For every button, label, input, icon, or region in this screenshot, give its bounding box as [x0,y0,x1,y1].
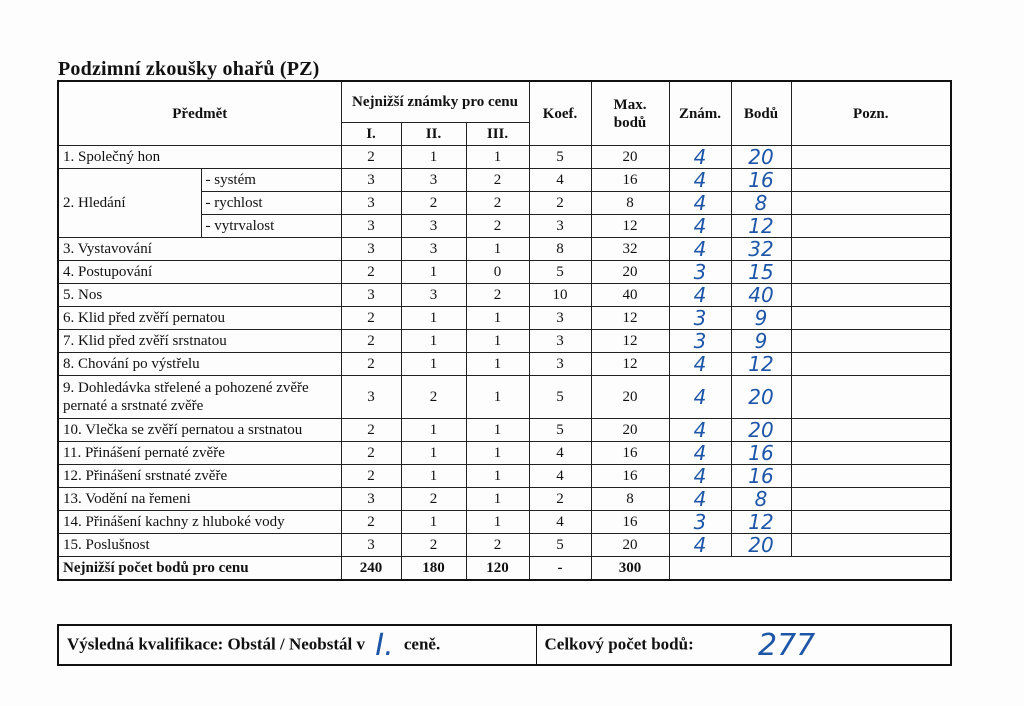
cell-grade-handwritten: 3 [669,330,731,353]
table-row [58,261,951,284]
cell-cat1: 2 [341,511,401,534]
cell-points-handwritten: 20 [731,146,791,169]
cell-max: 16 [591,511,669,534]
cell-cat2: 1 [401,353,466,376]
cell-note [791,511,951,534]
cell-points-handwritten: 12 [731,511,791,534]
table-row [58,419,951,442]
cell-coef: 4 [529,169,591,192]
cell-max: 12 [591,307,669,330]
cell-cat3: 2 [466,169,529,192]
cell-coef: 4 [529,442,591,465]
cell-coef: 5 [529,376,591,419]
cell-cat1: 2 [341,146,401,169]
cell-note [791,284,951,307]
cell-cat1: 3 [341,238,401,261]
total-cat2: 180 [401,557,466,581]
cell-grade-handwritten: 4 [669,146,731,169]
cell-grade-handwritten: 3 [669,261,731,284]
cell-cat1: 3 [341,534,401,557]
cell-grade-handwritten: 4 [669,465,731,488]
cell-points-handwritten: 16 [731,169,791,192]
table-row [58,511,951,534]
cell-points-handwritten: 16 [731,442,791,465]
cell-max: 8 [591,192,669,215]
table-row [58,376,951,419]
row-label: 1. Společný hon [58,146,341,169]
total-handwritten: 277 [757,627,816,663]
cell-cat1: 2 [341,307,401,330]
cell-cat2: 1 [401,442,466,465]
cell-points-handwritten: 15 [731,261,791,284]
cell-max: 12 [591,330,669,353]
cell-cat3: 2 [466,215,529,238]
cell-grade-handwritten: 4 [669,376,731,419]
cell-note [791,442,951,465]
cell-points-handwritten: 40 [731,284,791,307]
cell-max: 16 [591,169,669,192]
cell-grade-handwritten: 4 [669,353,731,376]
cell-note [791,192,951,215]
table-row [58,284,951,307]
row-label: 7. Klid před zvěří srstnatou [58,330,341,353]
cell-cat1: 2 [341,442,401,465]
cell-cat3: 0 [466,261,529,284]
row-label: 12. Přinášení srstnaté zvěře [58,465,341,488]
cell-coef: 5 [529,534,591,557]
row-label: 11. Přinášení pernaté zvěře [58,442,341,465]
cell-cat1: 2 [341,419,401,442]
header-grade: Znám. [669,81,731,146]
cell-cat3: 1 [466,376,529,419]
cell-cat3: 1 [466,146,529,169]
row-label: 15. Poslušnost [58,534,341,557]
cell-coef: 8 [529,238,591,261]
cell-cat3: 2 [466,192,529,215]
cell-cat3: 1 [466,238,529,261]
cell-grade-handwritten: 4 [669,192,731,215]
cell-cat2: 1 [401,261,466,284]
cell-cat3: 1 [466,353,529,376]
cell-note [791,169,951,192]
row-label: 4. Postupování [58,261,341,284]
row-label: - rychlost [201,192,341,215]
cell-points-handwritten: 20 [731,419,791,442]
cell-cat1: 3 [341,192,401,215]
cell-points-handwritten: 9 [731,330,791,353]
cell-cat2: 1 [401,307,466,330]
cell-note [791,330,951,353]
cell-coef: 4 [529,511,591,534]
cell-note [791,146,951,169]
cell-grade-handwritten: 3 [669,511,731,534]
cell-note [791,215,951,238]
cell-max: 16 [591,465,669,488]
row-label: 10. Vlečka se zvěří pernatou a srstnatou [58,419,341,442]
cell-points-handwritten: 12 [731,215,791,238]
row-label: 5. Nos [58,284,341,307]
totals-label: Nejnižší počet bodů pro cenu [58,557,341,581]
cell-max: 32 [591,238,669,261]
cell-cat1: 3 [341,488,401,511]
cell-max: 12 [591,353,669,376]
cell-note [791,419,951,442]
totals-row [58,557,951,581]
cell-points-handwritten: 20 [731,376,791,419]
table-row [58,488,951,511]
cell-cat1: 3 [341,376,401,419]
cell-note [791,238,951,261]
cell-cat2: 3 [401,284,466,307]
table-row [58,534,951,557]
cell-coef: 2 [529,192,591,215]
row-label: 9. Dohledávka střelené a pohozené zvěře pernaté a srstnaté zvěře [58,376,341,419]
cell-coef: 3 [529,307,591,330]
header-cat2: II. [401,123,466,146]
cell-coef: 10 [529,284,591,307]
cell-coef: 3 [529,215,591,238]
row-label: 13. Vodění na řemeni [58,488,341,511]
cell-cat2: 1 [401,465,466,488]
qualification-cell [58,625,536,665]
cell-cat2: 3 [401,169,466,192]
cell-cat3: 2 [466,534,529,557]
cell-points-handwritten: 8 [731,488,791,511]
row-label: 3. Vystavování [58,238,341,261]
row-label: 6. Klid před zvěří pernatou [58,307,341,330]
footer-table [57,624,952,666]
header-points: Bodů [731,81,791,146]
cell-points-handwritten: 32 [731,238,791,261]
cell-note [791,488,951,511]
cell-max: 12 [591,215,669,238]
cell-grade-handwritten: 4 [669,534,731,557]
cell-grade-handwritten: 4 [669,488,731,511]
cell-max: 16 [591,442,669,465]
cell-note [791,376,951,419]
cell-max: 20 [591,419,669,442]
cell-cat3: 1 [466,330,529,353]
table-row [58,465,951,488]
table-row [58,169,951,192]
cell-cat3: 1 [466,488,529,511]
table-row [58,307,951,330]
row-label: 8. Chování po výstřelu [58,353,341,376]
row-label: - systém [201,169,341,192]
cell-cat3: 1 [466,465,529,488]
cell-cat2: 3 [401,215,466,238]
page-title: Podzimní zkoušky ohařů (PZ) [58,58,320,80]
scoring-table [57,80,952,581]
cell-grade-handwritten: 4 [669,284,731,307]
cell-coef: 2 [529,488,591,511]
cell-coef: 3 [529,330,591,353]
total-cat1: 240 [341,557,401,581]
cell-max: 20 [591,534,669,557]
cell-coef: 4 [529,465,591,488]
cell-grade-handwritten: 4 [669,419,731,442]
header-subject: Předmět [58,81,341,146]
cell-cat2: 2 [401,192,466,215]
cell-grade-handwritten: 4 [669,238,731,261]
cell-grade-handwritten: 4 [669,442,731,465]
total-cat3: 120 [466,557,529,581]
table-row [58,330,951,353]
total-max: 300 [591,557,669,581]
cell-max: 20 [591,376,669,419]
cell-grade-handwritten: 4 [669,169,731,192]
total-coef: - [529,557,591,581]
cell-cat3: 1 [466,419,529,442]
table-row [58,442,951,465]
cell-max: 8 [591,488,669,511]
cell-note [791,307,951,330]
cell-cat3: 2 [466,284,529,307]
cell-cat2: 1 [401,330,466,353]
cell-cat2: 2 [401,376,466,419]
cell-cat3: 1 [466,307,529,330]
table-row [58,353,951,376]
cell-grade-handwritten: 4 [669,215,731,238]
header-note: Pozn. [791,81,951,146]
header-max-points: Max. bodů [591,81,669,146]
cell-points-handwritten: 20 [731,534,791,557]
cell-cat1: 2 [341,465,401,488]
header-min-grades: Nejnižší známky pro cenu [341,81,529,123]
cell-cat2: 1 [401,419,466,442]
qualification-label: Výsledná kvalifikace: Obstál / Neobstál v [67,633,365,653]
cell-cat2: 1 [401,511,466,534]
cell-cat1: 2 [341,261,401,284]
cell-note [791,261,951,284]
cell-max: 20 [591,261,669,284]
table-row [58,238,951,261]
row-label: 14. Přinášení kachny z hluboké vody [58,511,341,534]
row-label: - vytrvalost [201,215,341,238]
cell-cat3: 1 [466,442,529,465]
cell-points-handwritten: 16 [731,465,791,488]
cell-cat2: 2 [401,534,466,557]
cell-cat1: 3 [341,215,401,238]
cell-points-handwritten: 9 [731,307,791,330]
cell-coef: 5 [529,261,591,284]
cell-coef: 5 [529,419,591,442]
cell-cat2: 3 [401,238,466,261]
total-cell [536,625,951,665]
cell-points-handwritten: 8 [731,192,791,215]
header-cat3: III. [466,123,529,146]
cell-cat1: 3 [341,169,401,192]
cell-grade-handwritten: 3 [669,307,731,330]
cell-cat2: 1 [401,146,466,169]
cell-coef: 3 [529,353,591,376]
cell-points-handwritten: 12 [731,353,791,376]
total-label: Celkový počet bodů: [544,633,694,653]
cell-cat3: 1 [466,511,529,534]
cell-cat1: 2 [341,353,401,376]
cell-max: 20 [591,146,669,169]
cell-note [791,534,951,557]
group-label-search: 2. Hledání [58,169,201,238]
header-cat1: I. [341,123,401,146]
qualification-handwritten: I. [375,627,394,663]
cell-cat1: 3 [341,284,401,307]
cell-note [791,465,951,488]
cell-note [791,353,951,376]
totals-blank [669,557,951,581]
header-coef: Koef. [529,81,591,146]
cell-coef: 5 [529,146,591,169]
table-row [58,146,951,169]
cell-max: 40 [591,284,669,307]
qualification-suffix: ceně. [403,633,441,653]
cell-cat2: 2 [401,488,466,511]
cell-cat1: 2 [341,330,401,353]
